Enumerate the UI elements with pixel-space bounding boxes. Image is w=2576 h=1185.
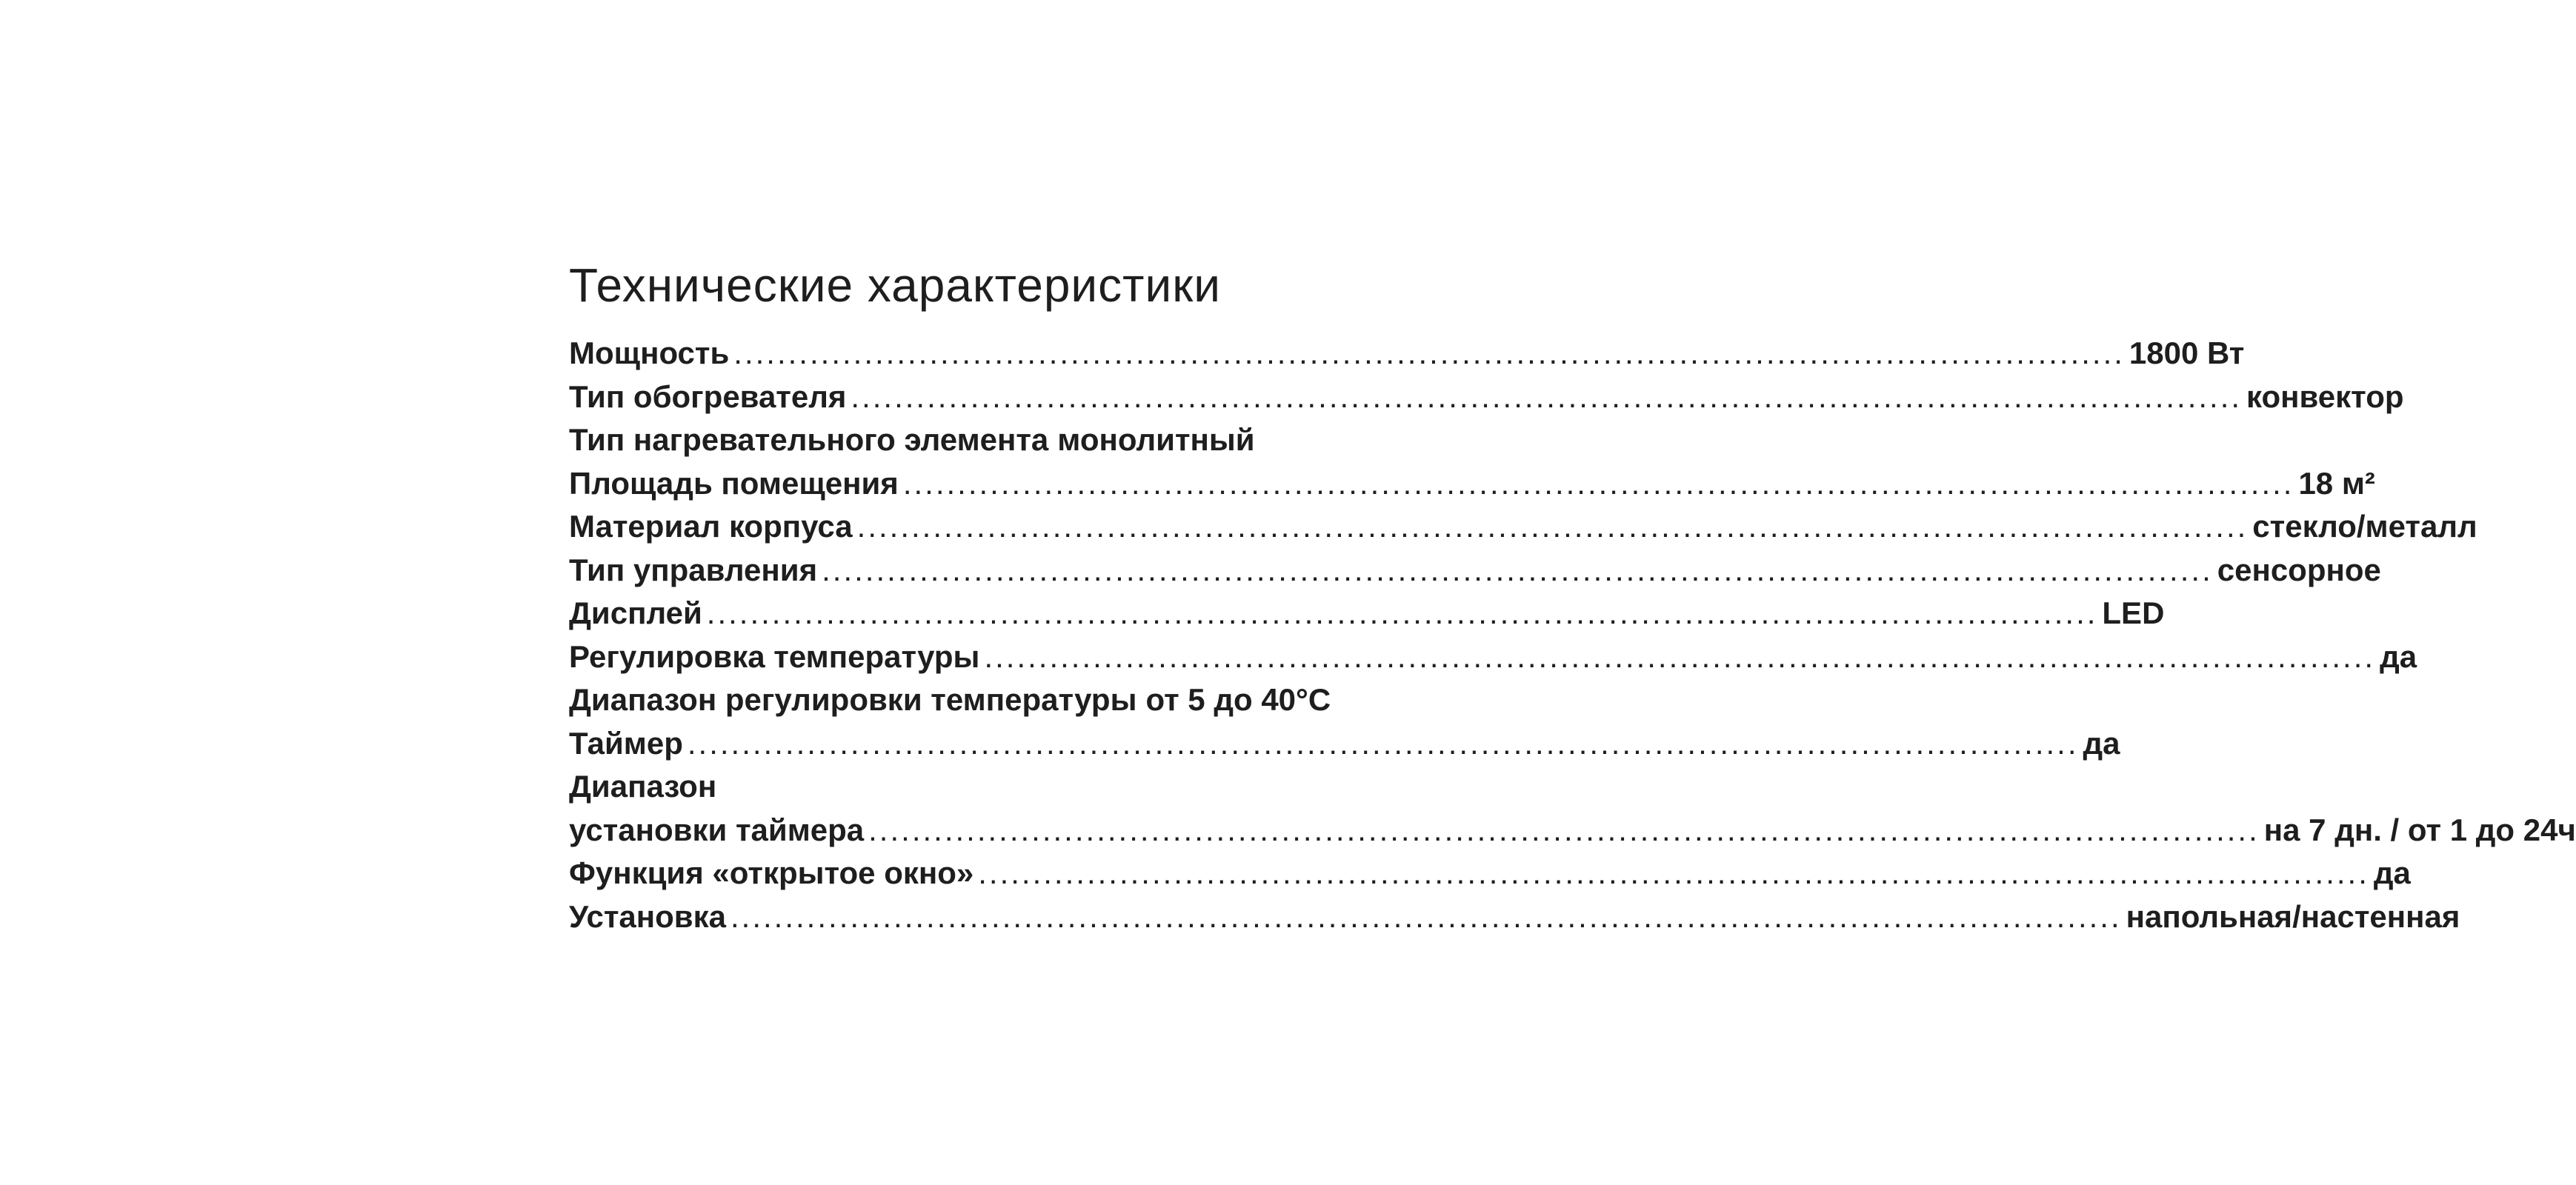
dot-leader	[851, 375, 2242, 419]
spec-row-temperature-control	[569, 635, 2417, 679]
spec-value: монолитный	[1057, 422, 1255, 457]
spec-value: да	[2373, 855, 2411, 890]
dot-leader	[857, 505, 2249, 549]
spec-label: установки таймера	[569, 812, 865, 847]
spec-value: да	[2380, 638, 2417, 674]
spec-label: Установка	[569, 898, 726, 934]
spec-row-display	[569, 592, 2165, 635]
spec-label: Таймер	[569, 725, 683, 761]
spec-row-control-type	[569, 549, 2381, 592]
spec-row-body-material	[569, 505, 2477, 549]
spec-label: Тип нагревательного элемента	[569, 422, 1049, 457]
spec-row-temperature-range	[569, 678, 1331, 722]
dot-leader	[903, 462, 2294, 506]
dot-leader	[688, 722, 2079, 766]
spec-row-open-window	[569, 852, 2411, 895]
dot-leader	[822, 549, 2213, 592]
dot-leader	[978, 852, 2369, 895]
dot-leader	[733, 332, 2125, 375]
spec-value: напольная/настенная	[2126, 898, 2460, 934]
dot-leader	[707, 592, 2098, 635]
spec-row-timer-range	[569, 809, 2576, 852]
spec-row-heating-element	[569, 418, 1255, 462]
spec-label: Мощность	[569, 336, 730, 370]
spec-label: Тип управления	[569, 552, 818, 587]
spec-row-heater-type	[569, 375, 2404, 419]
spec-value: 1800 Вт	[2129, 336, 2245, 370]
dot-leader	[868, 809, 2260, 852]
spec-value: на 7 дн. / от 1 до 24ч	[2263, 812, 2576, 847]
spec-value: сенсорное	[2217, 552, 2381, 587]
spec-label: Дисплей	[569, 595, 702, 630]
spec-value: от 5 до 40°C	[1145, 682, 1331, 717]
spec-label: Диапазон регулировки температуры	[569, 682, 1137, 717]
spec-label: Материал корпуса	[569, 509, 853, 544]
spec-row-room-area	[569, 462, 2375, 506]
spec-row-timer	[569, 722, 2120, 766]
spec-label: Функция «открытое окно»	[569, 855, 974, 890]
spec-label: Регулировка температуры	[569, 638, 980, 674]
spec-row-installation	[569, 895, 2460, 939]
spec-value: стекло/металл	[2252, 509, 2477, 544]
dot-leader	[730, 895, 2122, 939]
specifications-block	[569, 252, 2576, 938]
spec-label: Диапазон	[569, 769, 717, 804]
spec-value: конвектор	[2246, 378, 2404, 414]
spec-value: да	[2083, 725, 2120, 761]
dot-leader	[984, 635, 2375, 679]
spec-value: 18 м²	[2298, 465, 2375, 501]
spec-row-timer-range-heading	[569, 765, 1219, 809]
spec-label: Тип обогревателя	[569, 378, 847, 414]
spec-row-power	[569, 332, 2245, 375]
spec-list	[569, 332, 2576, 938]
spec-value: LED	[2102, 595, 2165, 630]
spec-label: Площадь помещения	[569, 465, 899, 501]
page-title: Технические характеристики	[569, 258, 1221, 312]
